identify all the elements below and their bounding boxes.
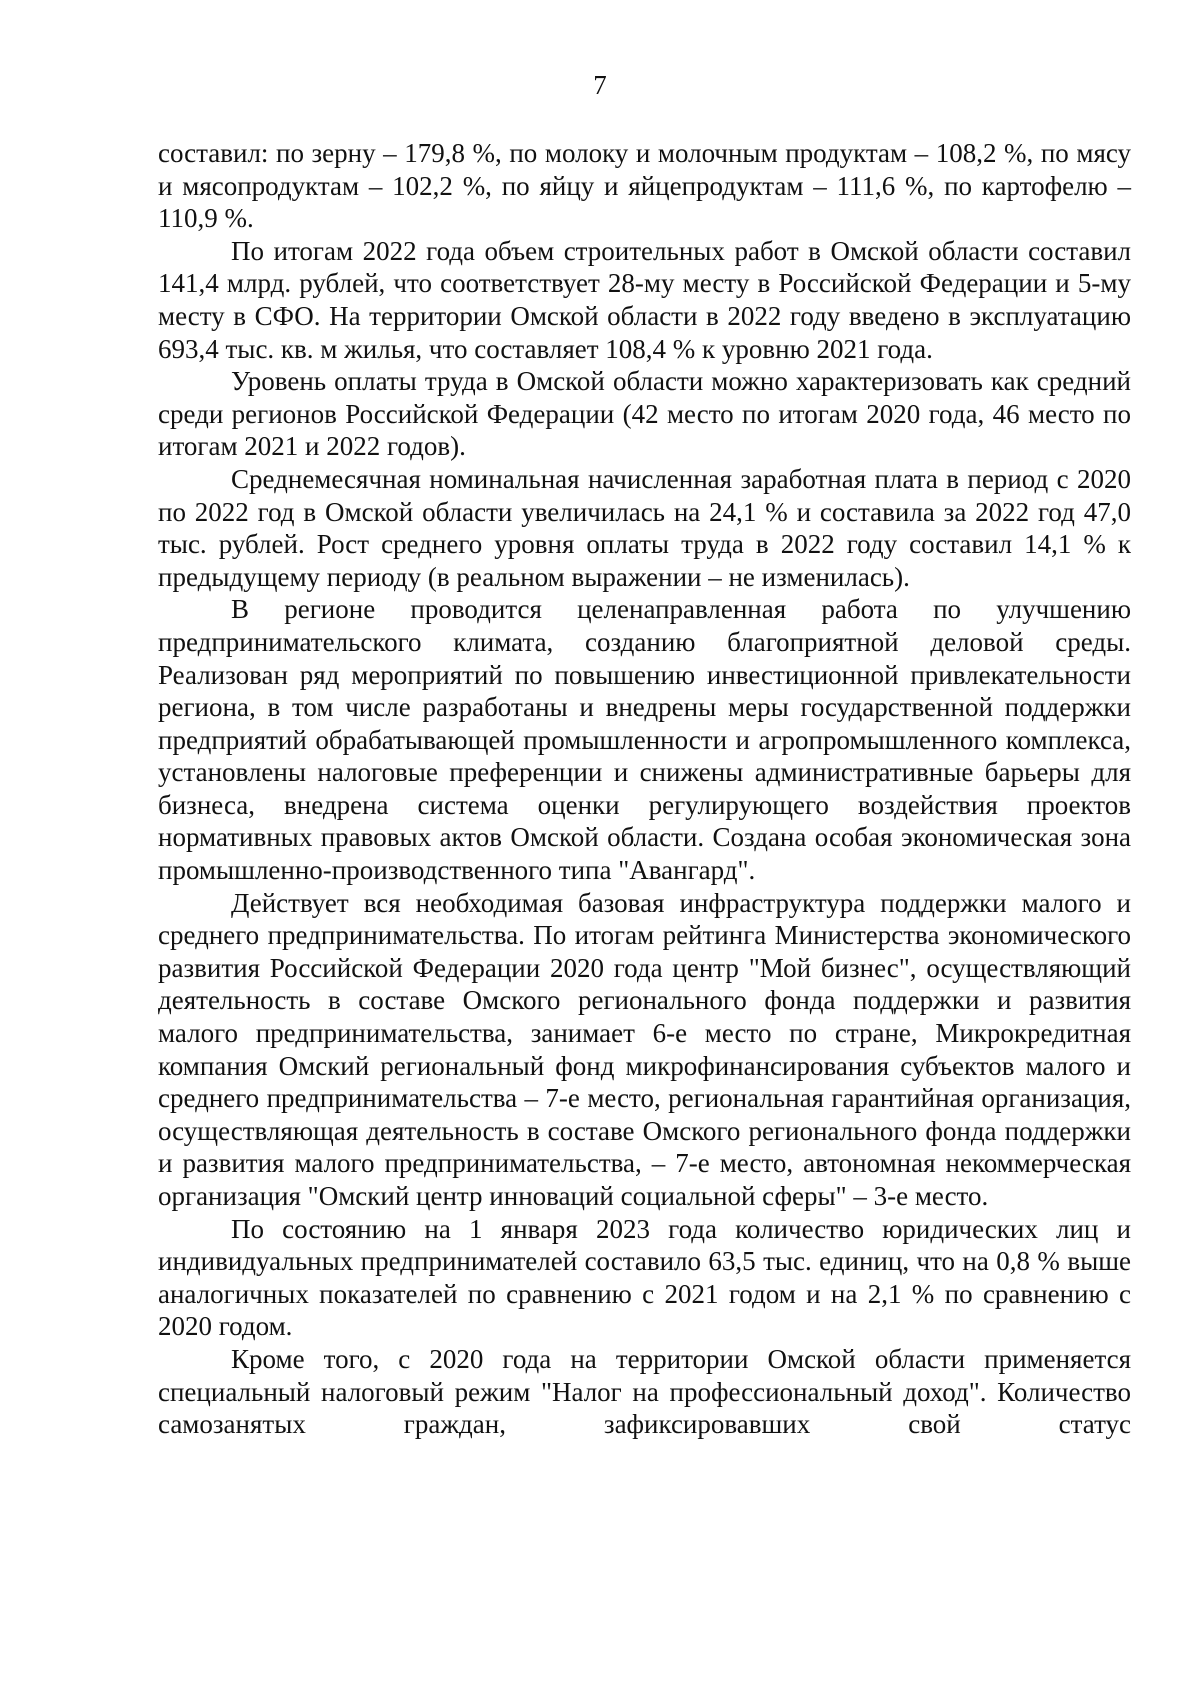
page-number: 7: [593, 70, 607, 100]
paragraph-wage-level: Уровень оплаты труда в Омской области можно характеризовать как средний среди регионов Российской Федерации (42 место по итогам 2020 года, 46 место по итогам 2021 и 2022 годов).: [158, 366, 1131, 462]
paragraph-construction: По итогам 2022 года объем строительных работ в Омской области составил 141,4 млрд. рублей, что соответствует 28-му месту в Российской Федерации и 5-му месту в СФО. На территории Омской области в 2022 году введено в эксплуатацию 693,4 тыс. кв. м жилья, что составляет 108,4 % к уровню 2021 года.: [158, 235, 1131, 364]
paragraph-business-climate: В регионе проводится целенаправленная работа по улучшению предпринимательского климата, созданию благоприятной деловой среды. Реализован ряд мероприятий по повышению инвестиционной привлекательности региона, в том числе разработаны и внедрены меры государственной поддержки предприятий обрабатывающей промышленности и агропромышленного комплекса, установлены налоговые преференции и снижены административные барьеры для бизнеса, внедрена система оценки регулирующего воздействия проектов нормативных правовых актов Омской области. Создана особая экономическая зона промышленно-производственного типа "Авангард".: [158, 594, 1131, 886]
document-body: [158, 137, 1131, 1441]
paragraph-business-infrastructure: Действует вся необходимая базовая инфраструктура поддержки малого и среднего предпринимательства. По итогам рейтинга Министерства экономического развития Российской Федерации 2020 года центр "Мой бизнес", осуществляющий деятельность в составе Омского регионального фонда поддержки и развития малого предпринимательства, занимает 6-е место по стране, Микрокредитная компания Омский региональный фонд микрофинансирования субъектов малого и среднего предпринимательства – 7-е место, региональная гарантийная организация, осуществляющая деятельность в составе Омского регионального фонда поддержки и развития малого предпринимательства, – 7-е место, автономная некоммерческая организация "Омский центр инноваций социальной сферы" – 3-е место.: [158, 887, 1131, 1211]
paragraph-legal-entities: По состоянию на 1 января 2023 года количество юридических лиц и индивидуальных предпринимателей составило 63,5 тыс. единиц, что на 0,8 % выше аналогичных показателей по сравнению с 2021 годом и на 2,1 % по сравнению с 2020 годом.: [158, 1213, 1131, 1342]
paragraph-self-employed: Кроме того, с 2020 года на территории Омской области применяется специальный налоговый режим "Налог на профессиональный доход". Количество самозанятых граждан, зафиксировавших свой статус: [158, 1343, 1131, 1440]
paragraph-average-salary: Среднемесячная номинальная начисленная заработная плата в период с 2020 по 2022 год в Омской области увеличилась на 24,1 % и составила за 2022 год 47,0 тыс. рублей. Рост среднего уровня оплаты труда в 2022 году составил 14,1 % к предыдущему периоду (в реальном выражении – не изменилась).: [158, 463, 1131, 592]
paragraph-harvest-growth: составил: по зерну – 179,8 %, по молоку и молочным продуктам – 108,2 %, по мясу и мясопродуктам – 102,2 %, по яйцу и яйцепродуктам – 111,6 %, по картофелю – 110,9 %.: [158, 138, 1131, 234]
